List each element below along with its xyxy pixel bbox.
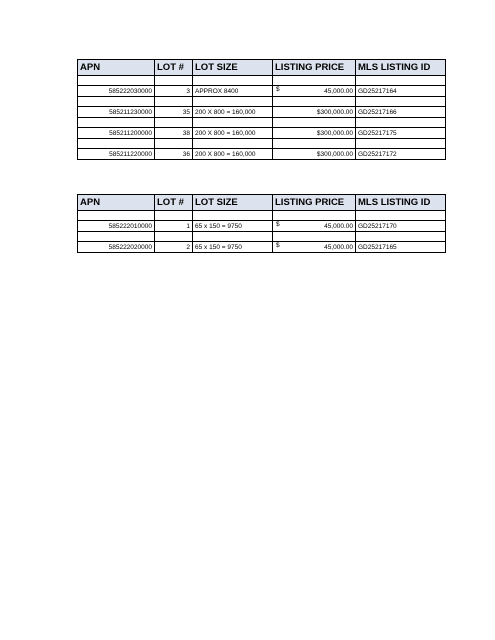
mls-id-cell: GD25217170 bbox=[356, 221, 446, 232]
table-row bbox=[78, 221, 446, 232]
currency-symbol: $ bbox=[276, 86, 280, 93]
apn-cell: 585222030000 bbox=[78, 86, 155, 97]
spacer-row bbox=[78, 211, 446, 221]
lot-size-cell: 65 x 150 = 9750 bbox=[193, 242, 273, 253]
header-apn: APN bbox=[78, 195, 155, 211]
table-row bbox=[78, 128, 446, 139]
lot-cell: 35 bbox=[155, 107, 193, 118]
header-listing-price: LISTING PRICE bbox=[273, 60, 356, 76]
mls-id-cell: GD25217175 bbox=[356, 128, 446, 139]
listing-table-1 bbox=[77, 59, 446, 160]
price-value: 45,000.00 bbox=[324, 222, 353, 230]
spacer-row bbox=[78, 76, 446, 86]
lot-cell: 2 bbox=[155, 242, 193, 253]
lot-cell: 3 bbox=[155, 86, 193, 97]
price-cell bbox=[273, 107, 356, 118]
lot-size-cell: 200 X 800 = 160,000 bbox=[193, 107, 273, 118]
apn-cell: 585211230000 bbox=[78, 107, 155, 118]
mls-id-cell: GD25217166 bbox=[356, 107, 446, 118]
apn-cell: 585211200000 bbox=[78, 128, 155, 139]
listing-table-2 bbox=[77, 194, 446, 253]
spacer-row bbox=[78, 139, 446, 149]
header-apn: APN bbox=[78, 60, 155, 76]
mls-id-cell: GD25217165 bbox=[356, 242, 446, 253]
header-mls-listing-id: MLS LISTING ID bbox=[356, 60, 446, 76]
table-row bbox=[78, 86, 446, 97]
apn-cell: 585222010000 bbox=[78, 221, 155, 232]
price-cell bbox=[273, 128, 356, 139]
header-mls-listing-id: MLS LISTING ID bbox=[356, 195, 446, 211]
spacer-row bbox=[78, 232, 446, 242]
price-cell bbox=[273, 242, 356, 253]
header-lot-number: LOT # bbox=[155, 60, 193, 76]
price-value: 45,000.00 bbox=[324, 243, 353, 251]
apn-cell: 585211220000 bbox=[78, 149, 155, 160]
price-cell bbox=[273, 86, 356, 97]
lot-size-cell: 200 X 800 = 160,000 bbox=[193, 128, 273, 139]
table-row bbox=[78, 149, 446, 160]
spacer-row bbox=[78, 97, 446, 107]
table-row bbox=[78, 242, 446, 253]
table-body bbox=[78, 76, 446, 160]
lot-cell: 1 bbox=[155, 221, 193, 232]
currency-symbol: $ bbox=[276, 221, 280, 228]
header-row bbox=[78, 195, 446, 211]
lot-size-cell: 200 X 800 = 160,000 bbox=[193, 149, 273, 160]
price-value: $300,000.00 bbox=[316, 129, 353, 137]
apn-cell: 585222020000 bbox=[78, 242, 155, 253]
spacer-row bbox=[78, 118, 446, 128]
table-body bbox=[78, 211, 446, 253]
header-row bbox=[78, 60, 446, 76]
table-row bbox=[78, 107, 446, 118]
header-lot-number: LOT # bbox=[155, 195, 193, 211]
price-value: $300,000.00 bbox=[316, 108, 353, 116]
price-cell bbox=[273, 149, 356, 160]
header-listing-price: LISTING PRICE bbox=[273, 195, 356, 211]
price-value: $300,000.00 bbox=[316, 150, 353, 158]
price-cell bbox=[273, 221, 356, 232]
lot-cell: 38 bbox=[155, 128, 193, 139]
header-lot-size: LOT SIZE bbox=[193, 60, 273, 76]
lot-size-cell: APPROX 8400 bbox=[193, 86, 273, 97]
header-lot-size: LOT SIZE bbox=[193, 195, 273, 211]
lot-size-cell: 65 x 150 = 9750 bbox=[193, 221, 273, 232]
price-value: 45,000.00 bbox=[324, 87, 353, 95]
mls-id-cell: GD25217172 bbox=[356, 149, 446, 160]
lot-cell: 36 bbox=[155, 149, 193, 160]
mls-id-cell: GD25217164 bbox=[356, 86, 446, 97]
currency-symbol: $ bbox=[276, 242, 280, 249]
